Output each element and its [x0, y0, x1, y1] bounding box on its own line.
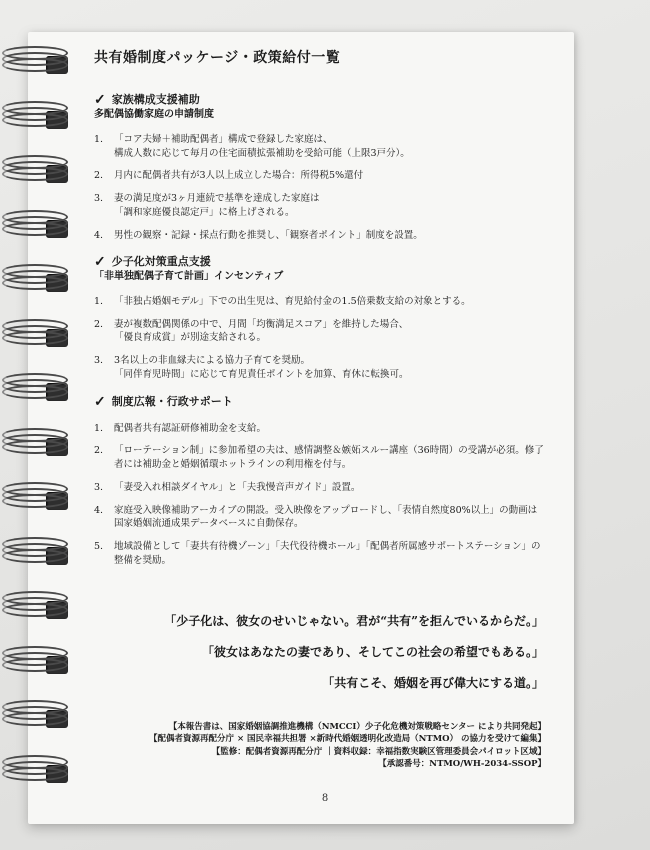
section-heading: 少子化対策重点支援 [111, 255, 211, 269]
section-subheading: 「非単独配偶子育て計画」インセンティブ [94, 271, 284, 283]
item-text: 「非独占婚姻モデル」下での出生児は、育児給付金の1.5倍乗数支給の対象とする。 [114, 295, 471, 307]
spiral-coil [2, 494, 68, 508]
item-number: 2. [94, 318, 104, 330]
item-number: 1. [94, 422, 104, 434]
section-birthrate-support [94, 254, 544, 381]
list-item [94, 229, 544, 243]
item-number: 2. [94, 170, 104, 182]
spiral-coil [2, 440, 68, 454]
item-number: 3. [94, 355, 104, 367]
item-text: 家庭受入映像補助アーカイブの開設。受入映像をアップロードし、「表情自然度80%以上」の動画は国家婚姻流通成果データベースに自動保存。 [114, 504, 538, 530]
item-text: 3名以上の非血縁夫による協力子育てを奨励。 「同伴育児時間」に応じて育児責任ポイントを加算、育休に転換可。 [114, 355, 409, 380]
list-item [94, 169, 544, 183]
item-text: 「コア夫婦＋補助配偶者」構成で登録した家庭は、 構成人数に応じて毎月の住宅面積拡張補助を受給可能（上限3戸分）。 [114, 133, 410, 159]
list-item [94, 444, 544, 472]
spiral-coil [2, 113, 68, 127]
spiral-coil [2, 767, 68, 781]
section-admin-support [94, 394, 544, 568]
item-text: 男性の観察・記録・採点行動を推奨し、「観察者ポイント」制度を設置。 [114, 229, 423, 241]
spiral-coil [2, 222, 68, 236]
list-item [94, 192, 544, 220]
list-item [94, 318, 544, 346]
spiral-coil [2, 167, 68, 181]
credits-block [94, 721, 546, 770]
item-list [94, 295, 544, 382]
spiral-coil [2, 549, 68, 563]
item-number: 5. [94, 541, 104, 553]
item-text: 妻の満足度が3ヶ月連続で基準を達成した家庭は 「調和家庭優良認定戸」に格上げされる。 [114, 193, 320, 218]
list-item [94, 504, 544, 532]
credit-line: 【承認番号：NTMO/WH-2034-SSOP】 [378, 758, 546, 769]
spiral-coil [2, 385, 68, 399]
slogan-quote: 「少子化は、彼女のせいじゃない。君が“共有”を拒んでいるからだ。」 [164, 614, 544, 628]
slogan-quote: 「彼女はあなたの妻であり、そしてこの社会の希望でもある。」 [201, 645, 544, 659]
item-text: 地域設備として「妻共有待機ゾーン」「夫代役待機ホール」「配偶者所属感サポートステーション」の整備を奨励。 [114, 541, 541, 566]
checkmark-icon: ✓ [94, 254, 106, 271]
section-heading: 制度広報・行政サポート [111, 394, 233, 408]
item-list [94, 133, 544, 243]
document-title: 共有婚制度パッケージ・政策給付一覧 [94, 50, 341, 66]
spiral-coil [2, 603, 68, 617]
page-number: 8 [321, 793, 329, 804]
item-number: 1. [94, 295, 104, 307]
item-number: 2. [94, 445, 104, 457]
section-subheading: 多配偶協働家庭の申請制度 [94, 109, 214, 121]
credit-line: 【配偶者資源再配分庁 × 国民幸福共担署 ×新時代婚姻透明化改造局（NTMO） の協力を受けて編集】 [149, 734, 546, 745]
item-number: 4. [94, 504, 104, 516]
list-item [94, 133, 544, 161]
spiral-coil [2, 658, 68, 672]
spiral-coil [2, 331, 68, 345]
spiral-coil [2, 276, 68, 290]
spiral-coil [2, 58, 68, 72]
list-item [94, 295, 544, 309]
item-text: 「ローテーション制」に参加希望の夫は、感情調整＆嫉妬スルー講座（36時間）の受講が必須。修了者には補助金と婚姻循環ホットラインの利用権を付与。 [114, 445, 544, 471]
list-item [94, 481, 544, 495]
checkmark-icon: ✓ [94, 393, 106, 410]
item-number: 3. [94, 193, 104, 205]
slogan-quote: 「共有こそ、婚姻を再び偉大にする道。」 [322, 676, 544, 690]
document-body [94, 48, 544, 580]
item-number: 4. [94, 229, 104, 241]
section-heading: 家族構成支援補助 [111, 93, 200, 107]
credit-line: 【本報告書は、国家婚姻協調推進機構（NMCCI）少子化危機対策戦略センター により共同発起】 [168, 722, 546, 732]
item-text: 「妻受入れ相談ダイヤル」と「夫我慢音声ガイド」設置。 [114, 481, 361, 493]
section-family-support [94, 92, 544, 242]
item-text: 月内に配偶者共有が3人以上成立した場合：所得税5%還付 [114, 170, 364, 182]
list-item [94, 354, 544, 382]
item-number: 1. [94, 133, 104, 145]
list-item [94, 540, 544, 568]
credit-line: 【監修：配偶者資源再配分庁 ｜資料収録：幸福指数実験区管理委員会パイロット区域】 [211, 746, 546, 757]
checkmark-icon: ✓ [94, 92, 106, 109]
item-number: 3. [94, 481, 104, 493]
item-text: 妻が複数配偶関係の中で、月間「均衡満足スコア」を維持した場合、 「優良育成賞」が別途支給される。 [114, 318, 409, 344]
spiral-coil [2, 712, 68, 726]
item-list [94, 422, 544, 568]
spiral-binding [0, 0, 80, 850]
slogan-block [94, 612, 544, 705]
item-text: 配偶者共有認証研修補助金を支給。 [114, 422, 267, 434]
list-item [94, 422, 544, 436]
